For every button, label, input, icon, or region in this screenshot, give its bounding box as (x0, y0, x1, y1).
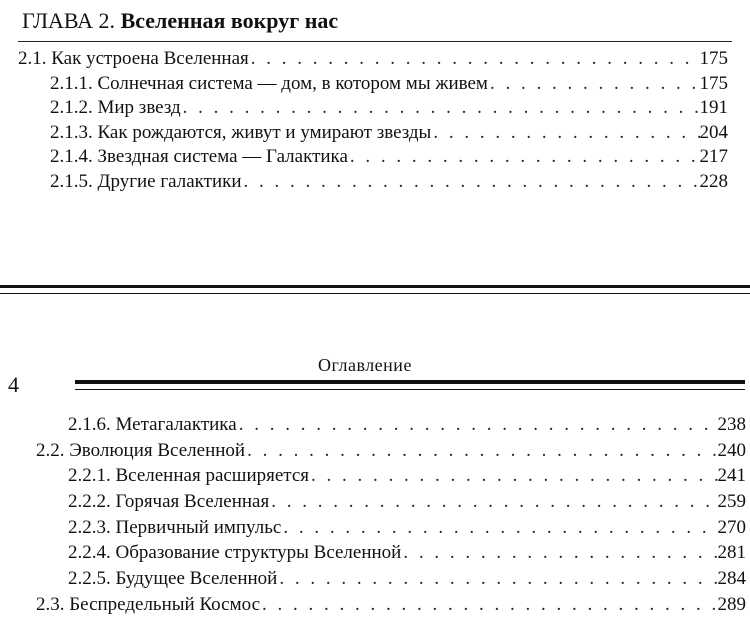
toc-entry-title: 2.1.4. Звездная система — Галактика (50, 146, 348, 167)
dot-leader (181, 97, 700, 119)
toc-entry-page: 259 (717, 491, 746, 513)
dot-leader (488, 73, 700, 95)
toc-entry-page: 238 (717, 414, 746, 435)
dot-leader (309, 465, 718, 487)
toc-entry (36, 465, 746, 491)
toc-entry-page: 175 (699, 72, 728, 94)
toc-entry-title: 2.2.2. Горячая Вселенная (68, 491, 270, 513)
toc-entry-title: 2.1.1. Солнечная система — дом, в котором мы живем (50, 72, 488, 94)
toc-entry-page: 228 (699, 170, 728, 192)
toc-entry (36, 594, 746, 620)
dot-leader (277, 568, 717, 590)
toc-entry (18, 73, 728, 98)
dot-leader (260, 594, 717, 616)
toc-entry-page: 240 (717, 439, 746, 461)
toc-entry (36, 542, 746, 568)
dot-leader (348, 146, 700, 168)
toc-entry-page: 289 (717, 593, 746, 615)
toc-entry (36, 440, 746, 466)
chapter-title: Вселенная вокруг нас (120, 8, 339, 33)
toc-entry-title: 2.1.5. Другие галактики (50, 170, 242, 192)
dot-leader (281, 517, 717, 539)
toc-entry (18, 97, 728, 122)
toc-entry (36, 568, 746, 594)
dot-leader (401, 542, 717, 564)
toc-entry (36, 491, 746, 517)
toc-entry-title: 2.2.1. Вселенная расширяется (68, 465, 309, 487)
dot-leader (242, 171, 700, 193)
toc-entry-page: 217 (699, 146, 728, 167)
toc-entry-page: 281 (717, 542, 746, 564)
toc-entry (18, 146, 728, 171)
running-head: Оглавление (318, 355, 412, 375)
heading-underline (18, 41, 732, 42)
toc-entry (36, 517, 746, 543)
dot-leader (237, 414, 718, 436)
chapter-heading (22, 8, 338, 34)
toc-entry-title: 2.1.6. Метагалактика (68, 414, 237, 435)
toc-entry-page: 204 (699, 121, 728, 143)
toc-entry-page: 241 (717, 465, 746, 487)
toc-top (18, 48, 728, 195)
toc-entry (18, 171, 728, 196)
dot-leader (249, 48, 700, 70)
toc-entry (18, 48, 728, 73)
toc-entry-title: 2.3. Беспредельный Космос (36, 593, 261, 615)
page-separator-thin (0, 293, 750, 294)
toc-entry-title: 2.2.4. Образование структуры Вселенной (68, 542, 402, 564)
header-rule-thick (75, 380, 745, 384)
toc-entry (18, 122, 728, 147)
toc-entry-title: 2.2.3. Первичный импульс (68, 516, 282, 538)
page-number: 4 (8, 372, 19, 397)
toc-entry-title: 2.2. Эволюция Вселенной (36, 439, 246, 461)
chapter-label: ГЛАВА 2. (22, 8, 116, 33)
page-separator-thick (0, 285, 750, 288)
toc-entry-title: 2.1.2. Мир звезд (50, 97, 181, 118)
dot-leader (269, 491, 717, 513)
toc-bottom (36, 414, 746, 620)
toc-entry-page: 191 (699, 97, 728, 118)
toc-entry-page: 270 (717, 516, 746, 538)
toc-entry-page: 284 (717, 568, 746, 590)
toc-entry-title: 2.1.3. Как рождаются, живут и умирают звезды (50, 121, 432, 143)
toc-entry-page: 175 (699, 48, 728, 69)
toc-entry (36, 414, 746, 440)
header-rule-thin (75, 389, 745, 390)
dot-leader (245, 440, 717, 462)
dot-leader (431, 122, 699, 144)
toc-entry-title: 2.1. Как устроена Вселенная (18, 48, 249, 69)
toc-entry-title: 2.2.5. Будущее Вселенной (68, 568, 278, 590)
